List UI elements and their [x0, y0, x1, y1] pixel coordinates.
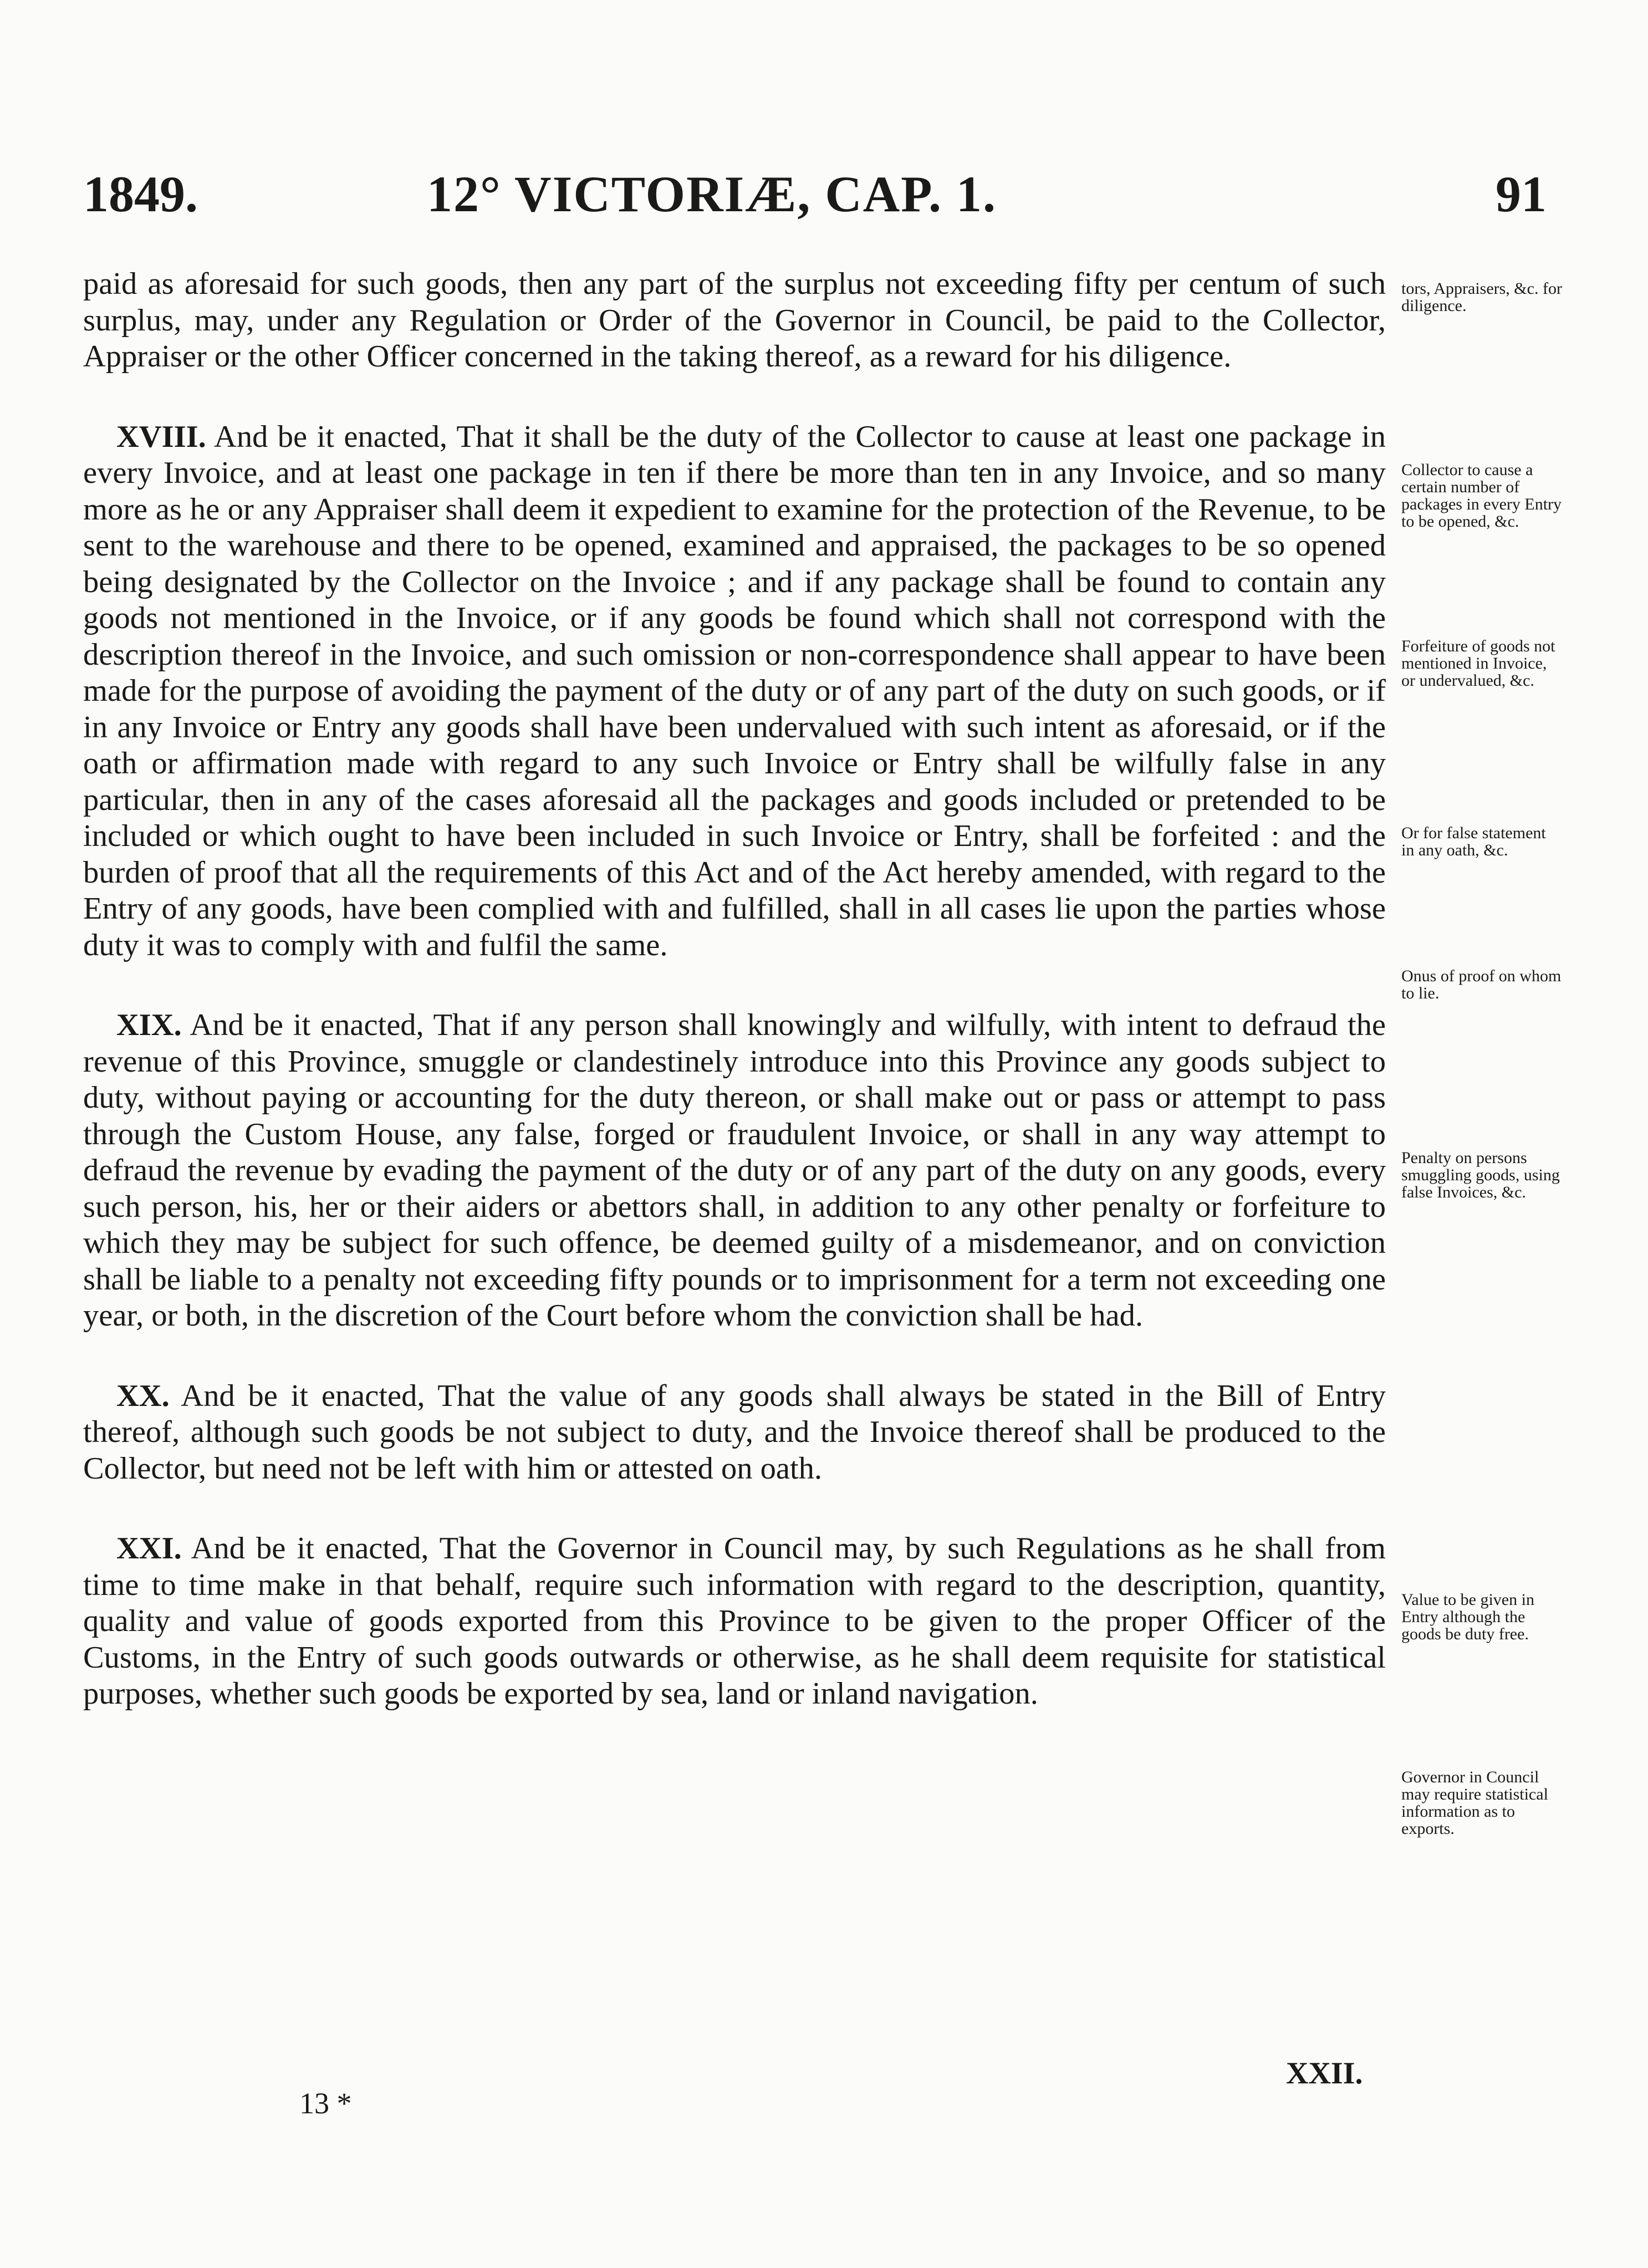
margin-note: Forfeiture of goods not mentioned in Invoice, or undervalued, &c.	[1401, 637, 1555, 690]
margin-note: Collector to cause a certain number of packages in every Entry to be opened, &c.	[1401, 461, 1562, 531]
margin-notes	[1401, 0, 1562, 2268]
paragraph-text: And be it enacted, That the Governor in Council may, by such Regulations as he shall from time to time make in that behalf, require such information with regard to the description, quantity, quality and value of goods exported from this Province to be given to the proper Officer of the Customs, in the Entry of such goods outwards or otherwise, as he shall deem requisite for statistical purposes, whether such goods be exported by sea, land or inland navigation.	[83, 1531, 1386, 1711]
header-title: 12° VICTORIÆ, CAP. 1.	[427, 166, 997, 222]
section-xix	[83, 1007, 1386, 1334]
header-year: 1849.	[83, 166, 198, 222]
paragraph-text: And be it enacted, That if any person shall knowingly and wilfully, with intent to defraud the revenue of this Province, smuggle or clandestinely introduce into this Province any goods subject to duty, without paying or accounting for the duty thereon, or shall make out or pass or attempt to pass through the Custom House, any false, forged or fraudulent Invoice, or shall in any way attempt to defraud the revenue by evading the payment of the duty or of any part of the duty on any goods, every such person, his, her or their aiders or abettors shall, in addition to any other penalty or forfeiture to which they may be subject for such offence, be deemed guilty of a misdemeanor, and on conviction shall be liable to a penalty not exceeding fifty pounds or to imprisonment for a term not exceeding one year, or both, in the discretion of the Court before whom the conviction shall be had.	[83, 1008, 1386, 1333]
section-xxi	[83, 1531, 1386, 1713]
margin-note: Or for false statement in any oath, &c.	[1401, 824, 1546, 859]
paragraph-text: paid as aforesaid for such goods, then any part of the surplus not exceeding fifty per centum of such surplus, may, under any Regulation or Order of the Governor in Council, be paid to the Collector, Appraiser or the other Officer concerned in the taking thereof, as a reward for his diligence.	[83, 267, 1386, 374]
section-number: XVIII.	[116, 419, 206, 454]
section-number: XXI.	[116, 1531, 182, 1566]
signature-mark: 13 *	[299, 2087, 352, 2120]
catchword: XXII.	[1286, 2056, 1363, 2091]
section-xx	[83, 1378, 1386, 1487]
section-number: XX.	[116, 1378, 170, 1413]
page-header	[83, 161, 1547, 227]
margin-note: Governor in Council may require statistical information as to exports.	[1401, 1768, 1548, 1838]
paragraph-continuation	[83, 266, 1386, 375]
section-number: XIX.	[116, 1008, 182, 1042]
margin-note: Value to be given in Entry although the goods be duty free.	[1401, 1591, 1534, 1643]
margin-note: Penalty on persons smuggling goods, using false Invoices, &c.	[1401, 1149, 1560, 1201]
paragraph-text: And be it enacted, That the value of any goods shall always be stated in the Bill of Entry thereof, although such goods be not subject to duty, and the Invoice thereof shall be produced to the Collector, but need not be left with him or attested on oath.	[83, 1378, 1386, 1486]
margin-note: tors, Appraisers, &c. for diligence.	[1401, 279, 1562, 315]
main-text	[83, 266, 1386, 1713]
margin-note: Onus of proof on whom to lie.	[1401, 967, 1562, 1002]
section-xviii	[83, 419, 1386, 964]
paragraph-text: And be it enacted, That it shall be the duty of the Collector to cause at least one package in every Invoice, and at least one package in ten if there be more than ten in any Invoice, and so many more as he or any Appraiser shall deem it expedient to examine for the protection of the Revenue, to be sent to the warehouse and there to be opened, examined and appraised, the packages to be so opened being designated by the Collector on the Invoice ; and if any package shall be found to contain any goods not mentioned in the Invoice, or if any goods be found which shall not correspond with the description thereof in the Invoice, and such omission or non-correspondence shall appear to have been made for the purpose of avoiding the payment of the duty or of any part of the duty on such goods, or if in any Invoice or Entry any goods shall have been undervalued with such intent as aforesaid, or if the oath or affirmation made with regard to any such Invoice or Entry shall be wilfully false in any particular, then in any of the cases aforesaid all the packages and goods included or pretended to be included or which ought to have been included in such Invoice or Entry, shall be forfeited : and the burden of proof that all the requirements of this Act and of the Act hereby amended, with regard to the Entry of any goods, have been complied with and fulfilled, shall in all cases lie upon the parties whose duty it was to comply with and fulfil the same.	[83, 419, 1386, 962]
page-number: 91	[1496, 166, 1547, 222]
